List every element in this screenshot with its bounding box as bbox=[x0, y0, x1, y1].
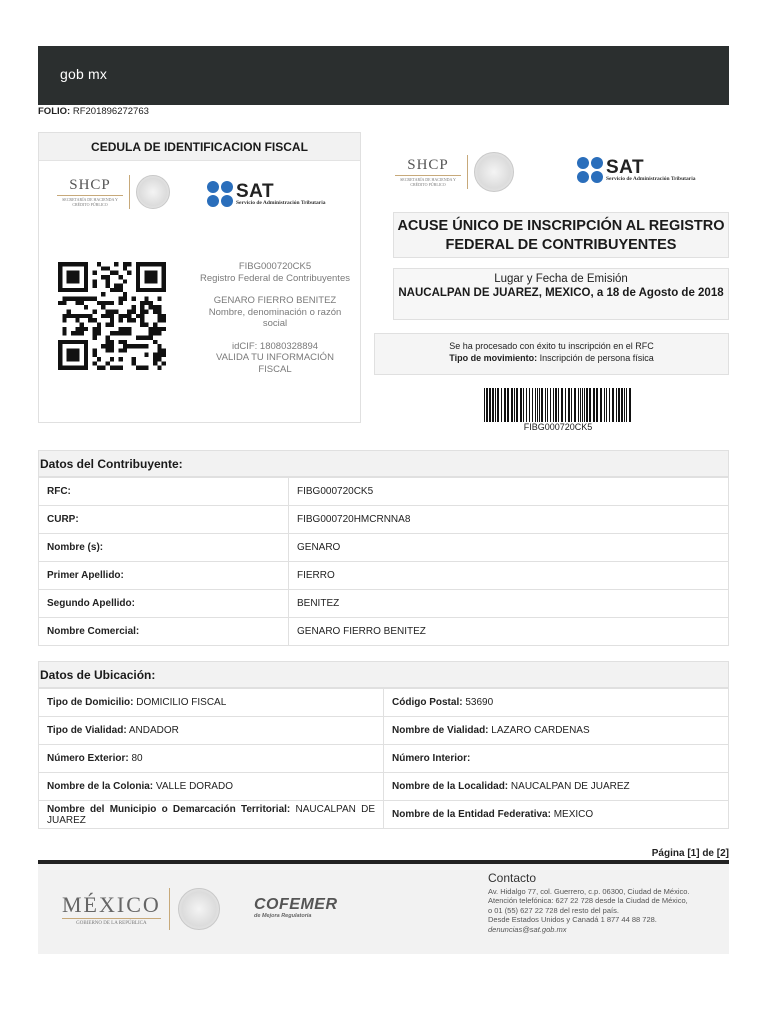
cell-value: DOMICILIO FISCAL bbox=[136, 697, 227, 708]
contacto-line: o 01 (55) 627 22 728 del resto del país. bbox=[488, 905, 619, 915]
cell-value: NAUCALPAN DE JUAREZ bbox=[510, 781, 630, 792]
contacto bbox=[488, 871, 728, 935]
barcode-text: FIBG000720CK5 bbox=[523, 422, 593, 432]
ubic-cell bbox=[39, 717, 384, 745]
shcp-logo-subtext: SECRETARÍA DE HACIENDA Y CRÉDITO PÚBLICO bbox=[62, 197, 118, 207]
row-label: RFC: bbox=[39, 478, 289, 506]
cell-label: Nombre del Municipio o Demarcación Territorial: bbox=[47, 803, 291, 815]
gob-mx-logo[interactable]: gob mx bbox=[60, 66, 108, 82]
procesado-text: Se ha procesado con éxito tu inscripción en el RFC bbox=[449, 341, 654, 351]
shcp-logo bbox=[57, 175, 170, 209]
mexico-logo bbox=[62, 888, 220, 930]
table-row bbox=[39, 745, 729, 773]
sat-logo-subtext: Servicio de Administración Tributaria bbox=[236, 199, 326, 206]
ubicacion-title: Datos de Ubicación: bbox=[38, 661, 729, 688]
cell-label: Tipo de Domicilio: bbox=[47, 697, 134, 708]
shcp-logo-right-text: SHCP bbox=[395, 157, 461, 176]
row-value: FIBG000720HMCRNNA8 bbox=[289, 506, 729, 534]
cell-value: MEXICO bbox=[553, 809, 594, 820]
ubicacion-table bbox=[38, 688, 729, 829]
movimiento-value: Inscripción de persona física bbox=[539, 353, 654, 363]
folio-value: RF201896272763 bbox=[72, 106, 149, 117]
footer bbox=[38, 864, 729, 954]
cedula-name: GENARO FIERRO BENITEZ bbox=[213, 295, 337, 306]
table-row bbox=[39, 590, 729, 618]
row-value: GENARO bbox=[289, 534, 729, 562]
lugar-value: NAUCALPAN DE JUAREZ, MEXICO, a 18 de Agosto de 2018 bbox=[398, 287, 724, 299]
sat-logo-right-subtext: Servicio de Administración Tributaria bbox=[606, 175, 696, 182]
mexico-logo-subtext: GOBIERNO DE LA REPÚBLICA bbox=[76, 921, 147, 926]
cell-value: NAUCALPAN DE JUAREZ bbox=[47, 803, 375, 826]
qr-code-icon[interactable] bbox=[58, 262, 166, 370]
shcp-logo-text: SHCP bbox=[57, 177, 123, 196]
row-value: GENARO FIERRO BENITEZ bbox=[289, 618, 729, 646]
table-row bbox=[39, 717, 729, 745]
contribuyente-title: Datos del Contribuyente: bbox=[38, 450, 729, 477]
sat-logo-right bbox=[577, 157, 695, 183]
sat-dots-icon bbox=[207, 181, 233, 207]
cofemer-logo bbox=[254, 896, 338, 919]
contacto-line: Desde Estados Unidos y Canadá 1 877 44 88 728. bbox=[488, 915, 657, 925]
table-row bbox=[39, 534, 729, 562]
table-row bbox=[39, 562, 729, 590]
cell-value: ANDADOR bbox=[128, 725, 179, 736]
cedula-title: CEDULA DE IDENTIFICACION FISCAL bbox=[39, 133, 360, 161]
sat-logo-right-text: SAT bbox=[606, 156, 645, 178]
contribuyente-table bbox=[38, 477, 729, 646]
procesado-box bbox=[374, 333, 729, 375]
contacto-title: Contacto bbox=[488, 871, 537, 885]
cell-label: Nombre de la Localidad: bbox=[392, 781, 509, 792]
cell-label: Nombre de la Colonia: bbox=[47, 781, 154, 792]
movimiento-label: Tipo de movimiento: bbox=[449, 353, 538, 363]
mexico-logo-text: MÉXICO bbox=[62, 892, 161, 917]
cedula-info bbox=[189, 261, 361, 375]
cell-value: VALLE DORADO bbox=[155, 781, 233, 792]
gob-header bbox=[38, 46, 729, 105]
cedula-valida-link[interactable]: VALIDA TU INFORMACIÓN FISCAL bbox=[216, 352, 334, 375]
barcode-icon bbox=[484, 388, 632, 424]
ubic-cell bbox=[384, 689, 729, 717]
cedula-rfc: FIBG000720CK5 bbox=[238, 261, 312, 272]
cell-label: Número Exterior: bbox=[47, 753, 129, 764]
lugar-label: Lugar y Fecha de Emisión bbox=[494, 273, 628, 285]
ubic-cell bbox=[39, 689, 384, 717]
ubic-cell bbox=[384, 801, 729, 829]
table-row bbox=[39, 478, 729, 506]
ubic-cell bbox=[39, 773, 384, 801]
cell-value: LAZARO CARDENAS bbox=[491, 725, 590, 736]
contacto-line: Av. Hidalgo 77, col. Guerrero, c.p. 06300, Ciudad de México. bbox=[488, 886, 690, 896]
ubic-cell bbox=[39, 745, 384, 773]
cell-label: Código Postal: bbox=[392, 697, 463, 708]
cell-label: Nombre de la Entidad Federativa: bbox=[392, 809, 551, 820]
contacto-email-link[interactable]: denuncias@sat.gob.mx bbox=[488, 924, 567, 934]
row-label: CURP: bbox=[39, 506, 289, 534]
table-row bbox=[39, 773, 729, 801]
national-seal-icon bbox=[136, 175, 170, 209]
cell-label: Tipo de Vialidad: bbox=[47, 725, 127, 736]
ubic-cell bbox=[384, 773, 729, 801]
shcp-logo-right bbox=[395, 152, 514, 192]
ubic-cell bbox=[384, 745, 729, 773]
ubic-cell bbox=[39, 801, 384, 829]
folio-label: FOLIO: bbox=[38, 106, 71, 117]
page-number: Página [1] de [2] bbox=[651, 848, 729, 859]
row-label: Nombre (s): bbox=[39, 534, 289, 562]
cell-value: 80 bbox=[131, 753, 143, 764]
sat-dots-right-icon bbox=[577, 157, 603, 183]
national-seal-footer-icon bbox=[178, 888, 220, 930]
cedula-rfc-label: Registro Federal de Contribuyentes bbox=[200, 272, 350, 284]
cofemer-logo-text: COFEMER bbox=[254, 896, 338, 913]
row-label: Segundo Apellido: bbox=[39, 590, 289, 618]
cell-label: Número Interior: bbox=[392, 753, 471, 764]
cedula-name-label: Nombre, denominación o razón social bbox=[208, 306, 342, 329]
table-row bbox=[39, 689, 729, 717]
table-row bbox=[39, 801, 729, 829]
row-value: FIERRO bbox=[289, 562, 729, 590]
cell-label: Nombre de Vialidad: bbox=[392, 725, 489, 736]
lugar-fecha bbox=[393, 268, 729, 320]
contacto-line: Atención telefónica: 627 22 728 desde la Ciudad de México, bbox=[488, 896, 688, 906]
table-row bbox=[39, 506, 729, 534]
row-value: FIBG000720CK5 bbox=[289, 478, 729, 506]
cedula-idcif: idCIF: 18080328894 bbox=[231, 340, 319, 352]
cofemer-logo-subtext: de Mejora Regulatoria bbox=[254, 913, 312, 919]
row-value: BENITEZ bbox=[289, 590, 729, 618]
row-label: Primer Apellido: bbox=[39, 562, 289, 590]
acuse-title: ACUSE ÚNICO DE INSCRIPCIÓN AL REGISTRO FEDERAL DE CONTRIBUYENTES bbox=[393, 212, 729, 258]
row-label: Nombre Comercial: bbox=[39, 618, 289, 646]
national-seal-right-icon bbox=[474, 152, 514, 192]
ubic-cell bbox=[384, 717, 729, 745]
table-row bbox=[39, 618, 729, 646]
shcp-logo-right-subtext: SECRETARÍA DE HACIENDA Y CRÉDITO PÚBLICO bbox=[400, 177, 456, 187]
cell-value: 53690 bbox=[465, 697, 494, 708]
folio bbox=[38, 106, 149, 117]
sat-logo-text: SAT bbox=[236, 180, 275, 202]
sat-logo bbox=[207, 181, 325, 207]
